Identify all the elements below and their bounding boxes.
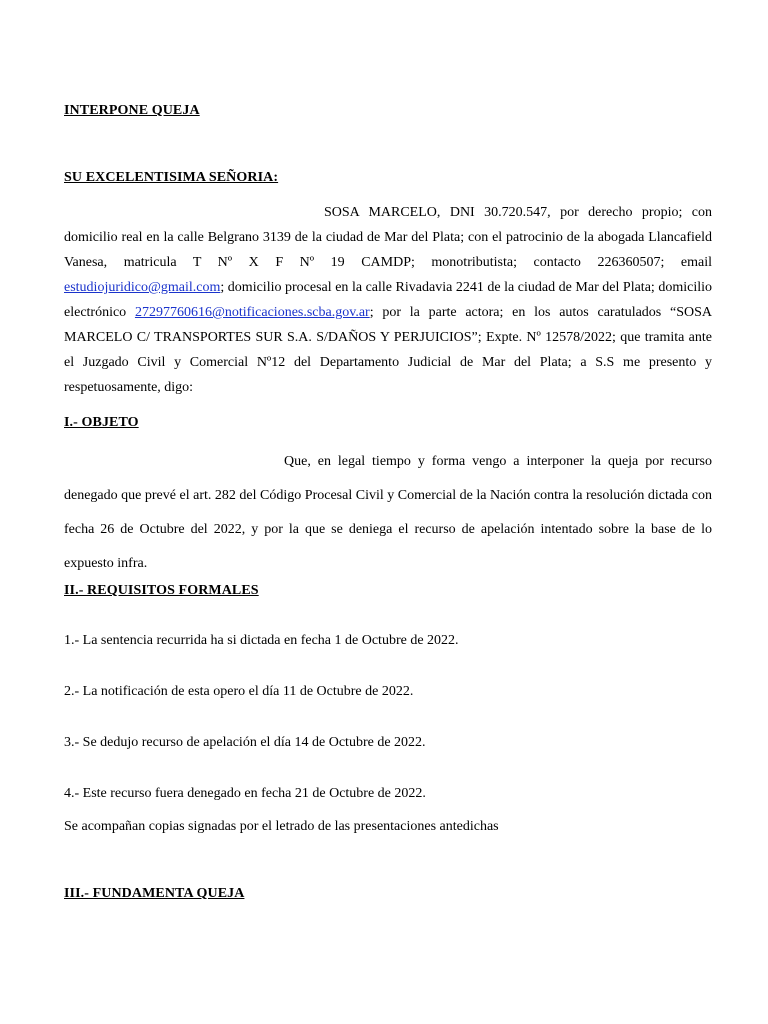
copias-note: Se acompañan copias signadas por el letrado de las presentaciones antedichas bbox=[64, 819, 499, 834]
salutation: SU EXCELENTISIMA SEÑORIA: bbox=[64, 170, 279, 185]
document-title: INTERPONE QUEJA bbox=[64, 103, 200, 118]
requisito-item-3: 3.- Se dedujo recurso de apelación el día 14 de Octubre de 2022. bbox=[64, 735, 426, 750]
intro-text-2: ; domicilio procesal en la calle Rivadavia 2241 de la ciudad de Mar del Plata; domicilio electrónico bbox=[64, 280, 712, 320]
notification-link[interactable]: 27297760616@notificaciones.scba.gov.ar bbox=[134, 305, 370, 320]
section-requisitos-heading: II.- REQUISITOS FORMALES bbox=[64, 583, 259, 598]
section-objeto-text: Que, en legal tiempo y forma vengo a interponer la queja por recurso denegado que prevé el art. 282 del Código Procesal Civil y Comercial de la Nación contra la resolución dictada con fecha 26 de Octubre del 2022, y por la que se deniega el recurso de apelación intentado sobre la base de lo expuesto infra. bbox=[64, 454, 712, 571]
intro-text-3: ; por la parte actora; en los autos caratulados “SOSA MARCELO C/ TRANSPORTES SUR S.A. S/DAÑOS Y PERJUICIOS”; Expte. Nº 12578/2022; que tramita ante el Juzgado Civil y Comercial Nº12 del Departamento Judicial de Mar del Plata; a S.S me presento y respetuosamente, digo: bbox=[64, 305, 712, 395]
email-link[interactable]: estudiojuridico@gmail.com bbox=[64, 280, 221, 295]
intro-text-1: SOSA MARCELO, DNI 30.720.547, por derecho propio; con domicilio real en la calle Belgrano 3139 de la ciudad de Mar del Plata; con el patrocinio de la abogada Llancafield Vanesa, matricula T Nº X F Nº 19 CAMDP; monotributista; contacto 226360507; email bbox=[64, 205, 712, 270]
requisito-item-1: 1.- La sentencia recurrida ha si dictada en fecha 1 de Octubre de 2022. bbox=[64, 633, 459, 648]
section-objeto-heading: I.- OBJETO bbox=[64, 415, 139, 430]
requisito-item-2: 2.- La notificación de esta opero el día 11 de Octubre de 2022. bbox=[64, 684, 414, 699]
requisito-item-4: 4.- Este recurso fuera denegado en fecha 21 de Octubre de 2022. bbox=[64, 786, 426, 801]
section-fundamenta-heading: III.- FUNDAMENTA QUEJA bbox=[64, 886, 245, 901]
intro-paragraph bbox=[64, 200, 712, 400]
